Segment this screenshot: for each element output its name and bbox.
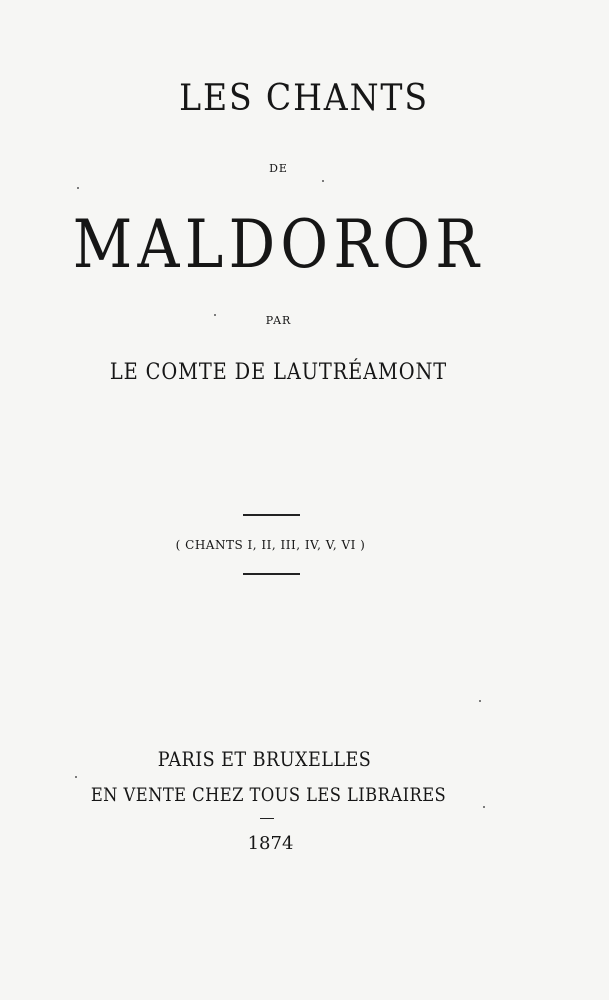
- main-title: MALDOROR: [72, 206, 485, 283]
- paper-speck: [322, 180, 324, 182]
- year-divider: [260, 818, 274, 819]
- paper-speck: [75, 776, 77, 778]
- author-line: LE COMTE DE LAUTRÉAMONT: [109, 360, 448, 385]
- divider-top: [243, 514, 300, 516]
- place-line: PARIS ET BRUXELLES: [157, 747, 372, 771]
- de-label: DE: [269, 162, 288, 175]
- divider-bottom: [243, 573, 300, 575]
- paper-speck: [214, 314, 216, 316]
- chants-line: ( CHANTS I, II, III, IV, V, VI ): [175, 538, 366, 552]
- paper-speck: [479, 700, 481, 702]
- par-label: PAR: [265, 314, 292, 327]
- paper-speck: [77, 187, 79, 189]
- title-line: LES CHANTS: [179, 78, 429, 119]
- sale-line: EN VENTE CHEZ TOUS LES LIBRAIRES: [90, 784, 447, 806]
- year-line: 1874: [247, 833, 294, 854]
- paper-speck: [483, 806, 485, 808]
